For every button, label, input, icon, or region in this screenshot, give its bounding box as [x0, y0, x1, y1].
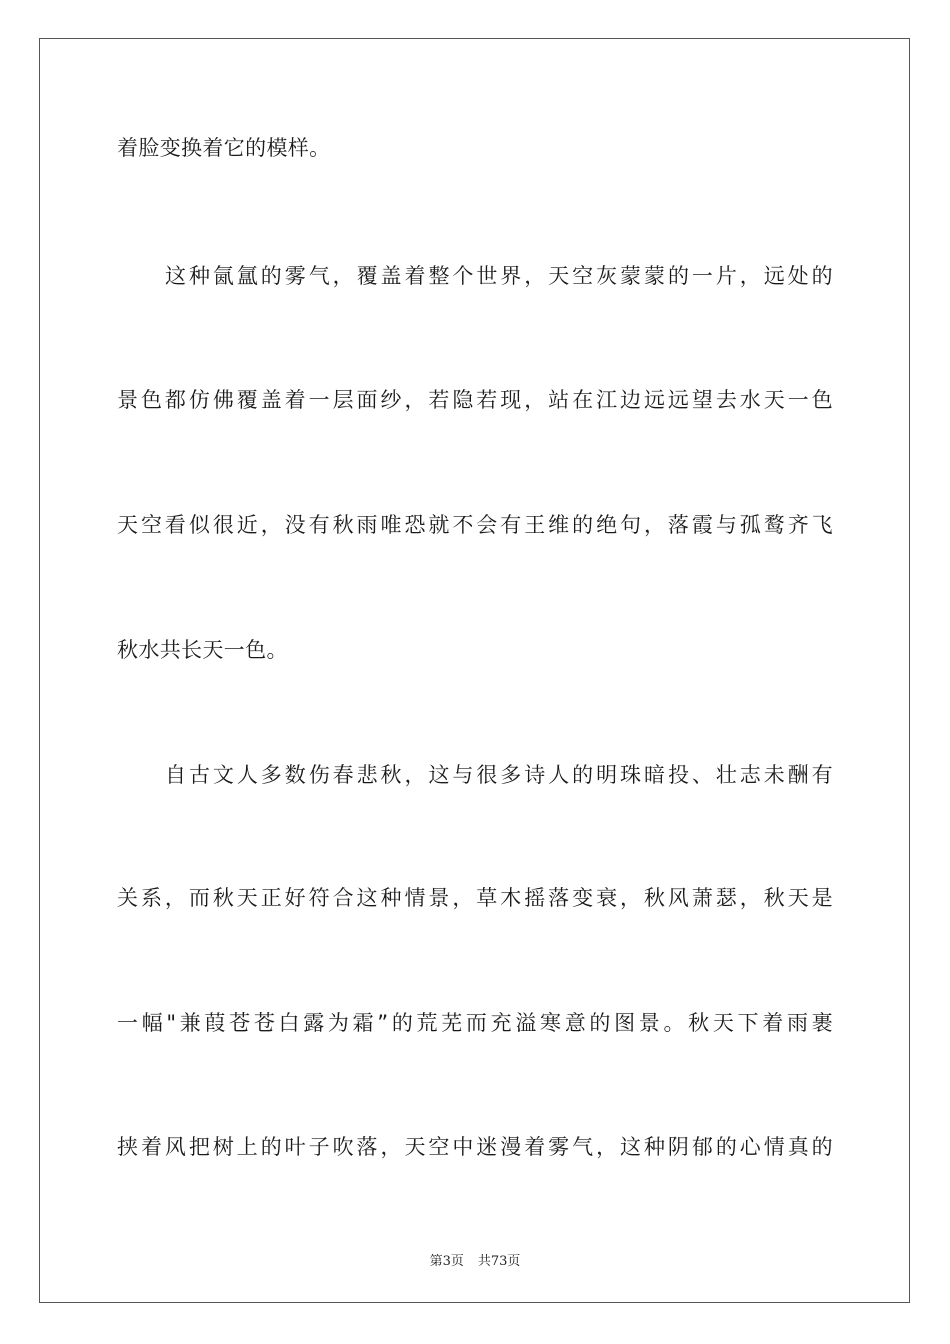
text-line: 一幅"兼葭苍苍白露为霜”的荒芜而充溢寒意的图景。秋天下着雨裹	[117, 1011, 833, 1035]
page-border	[39, 38, 910, 1303]
page-total: 共73页	[477, 1254, 521, 1269]
text-line: 秋水共长天一色。	[117, 638, 288, 662]
page-number: 第3页	[429, 1254, 464, 1269]
paragraph-first-line: 这种氤氲的雾气，覆盖着整个世界，天空灰蒙蒙的一片，远处的	[165, 264, 833, 288]
text-line: 关系，而秋天正好符合这种情景，草木摇落变衰，秋风萧瑟，秋天是	[117, 886, 833, 910]
page-footer	[0, 1250, 950, 1269]
text-line: 天空看似很近，没有秋雨唯恐就不会有王维的绝句，落霞与孤鹜齐飞	[117, 513, 833, 537]
text-line: 着脸变换着它的模样。	[117, 136, 331, 160]
text-line: 景色都仿佛覆盖着一层面纱，若隐若现，站在江边远远望去水天一色	[117, 388, 833, 412]
text-line: 挟着风把树上的叶子吹落，天空中迷漫着雾气，这种阴郁的心情真的	[117, 1135, 833, 1159]
paragraph-first-line: 自古文人多数伤春悲秋，这与很多诗人的明珠暗投、壮志未酬有	[165, 763, 833, 787]
